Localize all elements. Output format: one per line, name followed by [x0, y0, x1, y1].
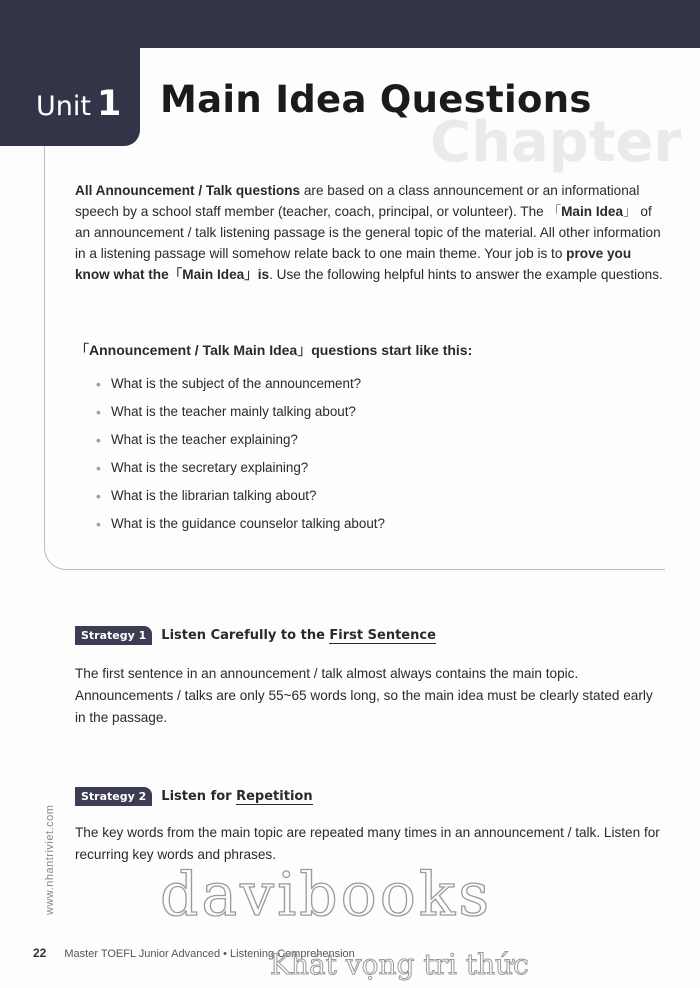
- sidebar-url: www.nhantriviet.com: [44, 804, 56, 915]
- footer-book-title: Master TOEFL Junior Advanced • Listening Comprehension: [64, 948, 355, 960]
- intro-paragraph: [75, 180, 665, 285]
- page-number: 22: [33, 946, 47, 960]
- list-item: • What is the teacher explaining?: [96, 432, 298, 448]
- page-title: Main Idea Questions: [160, 78, 592, 121]
- strategy-2-title: Listen for Repetition: [161, 789, 313, 804]
- strategy-1-header: [75, 626, 436, 645]
- header-band: [0, 0, 700, 48]
- intro-text-3: . Use the following helpful hints to answer the example questions.: [269, 267, 663, 282]
- list-item: • What is the secretary explaining?: [96, 460, 309, 476]
- list-item: • What is the subject of the announcement?: [96, 376, 362, 392]
- bullet-icon: •: [96, 376, 101, 392]
- question-starters-list: [96, 374, 385, 542]
- strategy-1-title: Listen Carefully to the First Sentence: [161, 628, 436, 643]
- unit-word: Unit: [36, 91, 91, 122]
- bullet-icon: •: [96, 488, 101, 504]
- bullet-icon: •: [96, 460, 101, 476]
- intro-bold-3: prove you know what the「Main Idea」is: [75, 246, 632, 282]
- watermark-brand: davibooks: [160, 860, 493, 930]
- bullet-icon: •: [96, 516, 101, 532]
- intro-bold-2: Main Idea: [561, 204, 624, 219]
- background-ghost-text: Chapter: [430, 110, 682, 175]
- intro-text-2: 」 of an announcement / talk listening passage is the general topic of the material. All other information in a listening passage will somehow relate back to one main theme. Your job is to: [75, 204, 661, 261]
- intro-text-1: are based on a class announcement or an informational speech by a school staff member (teacher, coach, principal, or volunteer). The 「: [75, 183, 640, 219]
- strategy-1-badge: Strategy 1: [75, 626, 152, 645]
- bullet-icon: •: [96, 432, 101, 448]
- strategy-2-body: The key words from the main topic are repeated many times in an announcement / talk. Listen for recurring key words and phrases.: [75, 825, 660, 862]
- intro-bold-1: All Announcement / Talk questions: [75, 183, 301, 198]
- list-item: • What is the guidance counselor talking about?: [96, 516, 385, 532]
- question-starters-heading: 「Announcement / Talk Main Idea」questions start like this:: [75, 342, 473, 358]
- bullet-icon: •: [96, 404, 101, 420]
- strategy-1-body: The first sentence in an announcement / talk almost always contains the main topic. Announcements / talks are only 55~65 words long, so the main idea must be clearly stated early in the passage.: [75, 666, 653, 725]
- unit-label: [36, 84, 121, 124]
- unit-number: 1: [96, 84, 122, 124]
- strategy-2-header: [75, 787, 313, 806]
- list-item: • What is the librarian talking about?: [96, 488, 317, 504]
- list-item: • What is the teacher mainly talking about?: [96, 404, 356, 420]
- watermark-slogan: Khát vọng tri thức: [270, 948, 529, 981]
- strategy-2-badge: Strategy 2: [75, 787, 152, 806]
